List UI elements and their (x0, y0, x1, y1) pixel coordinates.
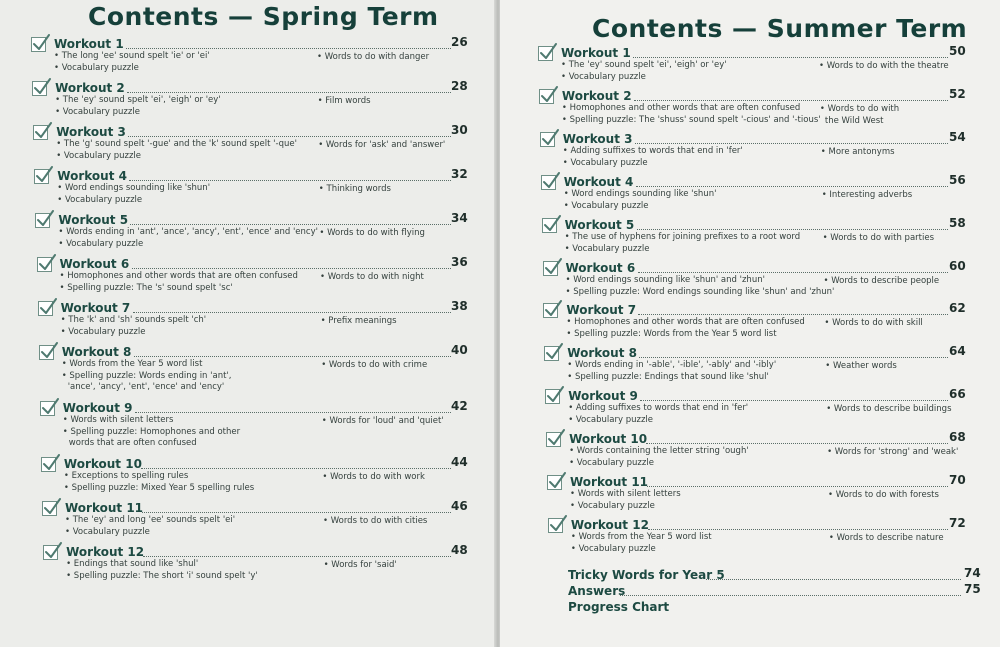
workout-title: Workout 7 (566, 303, 637, 317)
vocabulary-topic: • Words for 'said' (323, 560, 397, 570)
dot-leader (130, 224, 451, 225)
workout-title: Workout 7 (60, 301, 131, 315)
dot-leader (620, 595, 961, 596)
completed-checkbox[interactable] (543, 303, 558, 318)
page-number: 34 (450, 211, 468, 225)
topic-line: • Vocabulary puzzle (65, 526, 150, 537)
topic-line: • Words from the Year 5 word list (570, 532, 712, 542)
topic-line: • Adding suffixes to words that end in 'fer' (568, 403, 749, 413)
completed-checkbox[interactable] (545, 389, 560, 404)
topic-line: • Vocabulary puzzle (55, 106, 140, 117)
vocabulary-topic: • Words to do with forests (828, 490, 939, 500)
vocabulary-topic: • Words to do with skill (824, 318, 923, 328)
tick-icon (543, 257, 563, 277)
dot-leader (638, 314, 948, 315)
dot-leader (143, 556, 451, 557)
dot-leader (135, 412, 451, 413)
tick-icon (541, 171, 561, 191)
topic-line: • The 'ey' sound spelt 'ei', 'eigh' or 'ey' (55, 95, 221, 105)
tick-icon (538, 42, 558, 62)
completed-checkbox[interactable] (42, 501, 57, 516)
topic-line: • Words from the Year 5 word list (61, 359, 203, 369)
spring-term-title: Contents — Spring Term (88, 2, 439, 31)
tick-icon (42, 497, 62, 517)
vocabulary-topic: • Thinking words (318, 184, 391, 194)
vocabulary-topic: • Interesting adverbs (821, 190, 913, 200)
topic-line: • Vocabulary puzzle (564, 243, 650, 254)
dot-leader (638, 272, 949, 273)
tick-icon (43, 541, 63, 561)
dot-leader (639, 357, 948, 358)
topic-line: • The 'k' and 'sh' sounds spelt 'ch' (60, 315, 207, 325)
topic-line: • Spelling puzzle: Endings that sound like 'shul' (567, 371, 769, 382)
topic-line: • The 'ey' sound spelt 'ei', 'eigh' or 'ey' (561, 60, 727, 70)
workout-title: Workout 10 (569, 432, 648, 446)
workout-title: Workout 2 (561, 89, 632, 103)
topic-line: • Word endings sounding like 'shun' (563, 189, 717, 199)
tick-icon (40, 397, 60, 417)
topic-line: • Word endings sounding like 'shun' (57, 183, 211, 193)
page-number: 50 (949, 44, 966, 58)
tick-icon (543, 299, 563, 319)
topic-line: words that are often confused (68, 438, 197, 448)
vocabulary-topic: • Words to describe nature (828, 533, 944, 543)
tick-icon (32, 77, 52, 97)
completed-checkbox[interactable] (35, 213, 50, 228)
page-number: 42 (450, 399, 468, 413)
vocabulary-topic: • Film words (317, 96, 371, 106)
topic-line: • The 'g' sound spelt '-gue' and the 'k' sound spelt '-que' (56, 139, 297, 149)
dot-leader (646, 443, 948, 444)
dot-leader (636, 186, 948, 187)
workout-title: Workout 11 (65, 501, 144, 515)
page-number: 68 (948, 430, 966, 444)
topic-line: • Spelling puzzle: The 's' sound spelt 'sc' (59, 282, 233, 293)
dot-leader (141, 468, 451, 469)
topic-line: • Word endings sounding like 'shun' and 'zhun' (565, 275, 765, 285)
completed-checkbox[interactable] (40, 401, 55, 416)
tick-icon (539, 85, 559, 105)
completed-checkbox[interactable] (548, 518, 563, 533)
completed-checkbox[interactable] (34, 169, 49, 184)
workout-title: Workout 2 (55, 81, 125, 95)
page-number: 32 (450, 167, 468, 181)
completed-checkbox[interactable] (32, 81, 47, 96)
workout-title: Workout 9 (62, 401, 133, 415)
workout-title: Workout 1 (561, 46, 631, 60)
workout-title: Workout 11 (570, 475, 649, 489)
dot-leader (647, 486, 948, 487)
workout-title: Workout 8 (61, 345, 132, 359)
tick-icon (39, 341, 59, 361)
page-number: 28 (450, 79, 468, 93)
completed-checkbox[interactable] (38, 301, 53, 316)
completed-checkbox[interactable] (39, 345, 54, 360)
page-number: 56 (948, 173, 966, 187)
completed-checkbox[interactable] (547, 475, 562, 490)
vocabulary-topic: • Words for 'loud' and 'quiet' (321, 416, 444, 426)
vocabulary-topic: • Words to do with danger (317, 52, 430, 62)
topic-line: • Spelling puzzle: Words ending in 'ant', (61, 370, 232, 381)
page-number: 48 (450, 543, 468, 557)
completed-checkbox[interactable] (41, 457, 56, 472)
vocabulary-topic: • Words to do with (819, 104, 900, 114)
summer-term-title: Contents — Summer Term (592, 14, 968, 43)
vocabulary-topic: • Weather words (825, 361, 897, 371)
topic-line: • Exceptions to spelling rules (63, 471, 189, 481)
tick-icon (37, 253, 57, 273)
topic-line: • Vocabulary puzzle (561, 71, 646, 82)
tick-icon (38, 297, 58, 317)
summer-term-page (500, 0, 1000, 647)
tick-icon (540, 128, 560, 148)
tick-icon (542, 214, 562, 234)
topic-line: • Words ending in '-able', '-ible', '-ably' and '-ibly' (567, 360, 777, 370)
topic-line: • Words containing the letter string 'ough' (569, 446, 749, 456)
workout-title: Workout 3 (562, 132, 633, 146)
dot-leader (129, 180, 451, 181)
page-number: 60 (949, 259, 966, 273)
tick-icon (546, 428, 566, 448)
tick-icon (547, 471, 567, 491)
dot-leader (126, 48, 451, 49)
topic-line: • Adding suffixes to words that end in 'fer' (562, 146, 743, 156)
completed-checkbox[interactable] (33, 125, 48, 140)
tick-icon (31, 33, 51, 53)
workout-title: Workout 12 (66, 545, 145, 559)
completed-checkbox[interactable] (539, 89, 554, 104)
topic-line: • Words with silent letters (570, 489, 681, 499)
workout-title: Workout 8 (567, 346, 637, 360)
dot-leader (648, 529, 948, 530)
completed-checkbox[interactable] (540, 132, 555, 147)
workout-title: Workout 1 (54, 37, 124, 51)
page-number: 75 (964, 582, 981, 596)
topic-line: • Homophones and other words that are often confused (59, 271, 298, 281)
dot-leader (127, 92, 451, 93)
tick-icon (35, 209, 55, 229)
topic-line: • Vocabulary puzzle (57, 194, 143, 205)
page-number: 36 (451, 255, 468, 269)
page-number: 58 (948, 216, 966, 230)
extra-section-title: Progress Chart (568, 600, 670, 614)
vocabulary-topic: • Words to do with flying (319, 228, 425, 238)
topic-line: • Spelling puzzle: The 'shuss' sound spelt '-cious' and '-tious' (561, 114, 821, 125)
workout-title: Workout 4 (57, 169, 127, 183)
page-number: 72 (948, 516, 966, 530)
topic-line: • The 'ey' and long 'ee' sounds spelt 'ei' (65, 515, 236, 525)
page-number: 46 (451, 499, 468, 513)
spring-term-page (0, 0, 496, 647)
topic-line: • Words ending in 'ant', 'ance', 'ancy', 'ent', 'ence' and 'ency' (58, 227, 318, 237)
tick-icon (544, 342, 564, 362)
dot-leader (142, 512, 451, 513)
topic-line: • Spelling puzzle: Homophones and other (62, 426, 241, 437)
workout-title: Workout 4 (563, 175, 634, 189)
topic-line: • Homophones and other words that are often confused (561, 103, 801, 113)
vocabulary-topic: • Words to do with the theatre (819, 61, 949, 71)
vocabulary-topic: the Wild West (824, 115, 884, 126)
completed-checkbox[interactable] (544, 346, 559, 361)
workout-title: Workout 6 (59, 257, 130, 271)
vocabulary-topic: • Words to do with night (320, 272, 424, 282)
topic-line: • Homophones and other words that are often confused (566, 317, 805, 327)
completed-checkbox[interactable] (37, 257, 52, 272)
topic-line: • Vocabulary puzzle (569, 457, 654, 468)
page-number: 74 (964, 566, 981, 580)
completed-checkbox[interactable] (43, 545, 58, 560)
workout-title: Workout 5 (58, 213, 129, 227)
vocabulary-topic: • Words for 'ask' and 'answer' (318, 140, 446, 150)
dot-leader (128, 136, 451, 137)
topic-line: • Endings that sound like 'shul' (66, 559, 199, 569)
page-number: 52 (948, 87, 966, 101)
workout-title: Workout 10 (63, 457, 142, 471)
topic-line: • Vocabulary puzzle (570, 500, 655, 511)
topic-line: • Vocabulary puzzle (562, 157, 648, 168)
vocabulary-topic: • Words to do with work (322, 472, 425, 482)
tick-icon (34, 165, 54, 185)
dot-leader (635, 143, 948, 144)
workout-title: Workout 6 (565, 261, 636, 275)
page-number: 44 (450, 455, 468, 469)
page-number: 38 (450, 299, 468, 313)
dot-leader (640, 400, 948, 401)
topic-line: • Vocabulary puzzle (60, 326, 146, 337)
page-number: 66 (948, 387, 966, 401)
topic-line: • Vocabulary puzzle (54, 62, 139, 73)
workout-title: Workout 5 (564, 218, 635, 232)
extra-section-title: Answers (568, 584, 626, 598)
topic-line: • Vocabulary puzzle (563, 200, 649, 211)
tick-icon (545, 385, 565, 405)
page-number: 30 (450, 123, 468, 137)
topic-line: • Spelling puzzle: Word endings sounding like 'shun' and 'zhun' (565, 286, 835, 297)
topic-line: • The use of hyphens for joining prefixes to a root word (564, 232, 801, 242)
vocabulary-topic: • Words to describe buildings (826, 404, 952, 414)
dot-leader (134, 356, 451, 357)
page-number: 40 (450, 343, 468, 357)
vocabulary-topic: • Words for 'strong' and 'weak' (827, 447, 959, 457)
vocabulary-topic: • Words to do with crime (321, 360, 428, 370)
completed-checkbox[interactable] (538, 46, 553, 61)
dot-leader (133, 312, 451, 313)
vocabulary-topic: • More antonyms (820, 147, 895, 157)
completed-checkbox[interactable] (542, 218, 557, 233)
completed-checkbox[interactable] (546, 432, 561, 447)
dot-leader (706, 579, 961, 580)
page-number: 70 (949, 473, 966, 487)
page-number: 54 (948, 130, 966, 144)
topic-line: • Vocabulary puzzle (56, 150, 142, 161)
completed-checkbox[interactable] (31, 37, 46, 52)
workout-title: Workout 9 (568, 389, 638, 403)
tick-icon (41, 453, 61, 473)
topic-line: 'ance', 'ancy', 'ent', 'ence' and 'ency' (67, 382, 225, 392)
topic-line: • Words with silent letters (62, 415, 174, 425)
dot-leader (132, 268, 452, 269)
completed-checkbox[interactable] (543, 261, 558, 276)
extra-section-title: Tricky Words for Year 5 (568, 568, 725, 582)
tick-icon (548, 514, 568, 534)
topic-line: • Vocabulary puzzle (568, 414, 654, 425)
topic-line: • Vocabulary puzzle (58, 238, 144, 249)
dot-leader (634, 100, 948, 101)
topic-line: • Spelling puzzle: Words from the Year 5 word list (566, 328, 777, 339)
vocabulary-topic: • Prefix meanings (320, 316, 397, 326)
topic-line: • Spelling puzzle: The short 'i' sound spelt 'y' (66, 570, 258, 581)
workout-title: Workout 12 (570, 518, 649, 532)
topic-line: • The long 'ee' sound spelt 'ie' or 'ei' (54, 51, 210, 61)
topic-line: • Spelling puzzle: Mixed Year 5 spelling rules (63, 482, 255, 493)
dot-leader (637, 229, 948, 230)
tick-icon (33, 121, 53, 141)
dot-leader (633, 57, 948, 58)
completed-checkbox[interactable] (541, 175, 556, 190)
vocabulary-topic: • Words to do with parties (822, 233, 935, 243)
page-number: 26 (451, 35, 468, 49)
workout-title: Workout 3 (56, 125, 126, 139)
vocabulary-topic: • Words to do with cities (323, 516, 428, 526)
topic-line: • Vocabulary puzzle (570, 543, 656, 554)
vocabulary-topic: • Words to describe people (823, 276, 940, 286)
page-number: 64 (948, 344, 966, 358)
page-number: 62 (948, 301, 966, 315)
